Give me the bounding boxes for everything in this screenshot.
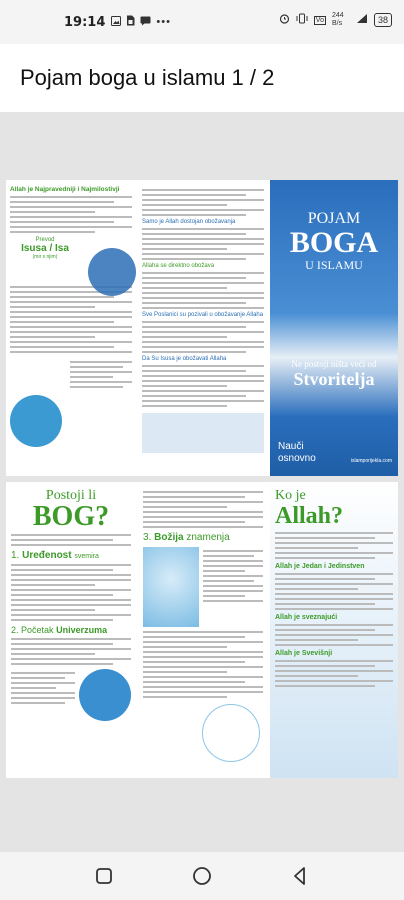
cover-brand-1: Nauči — [278, 441, 304, 452]
document-title: Pojam boga u islamu 1 / 2 — [20, 65, 275, 90]
section1-title: Uređenost — [22, 550, 72, 561]
section2-num: 2. — [11, 625, 19, 635]
cover-tagline-2: Stvoritelja — [293, 369, 375, 389]
page1-cover — [270, 180, 398, 476]
right-sub-3: Allah je Svevišnji — [275, 650, 333, 657]
system-nav-bar — [0, 852, 404, 900]
alarm-icon — [279, 13, 290, 27]
vibrate-icon — [296, 13, 308, 27]
page2-middle-column — [138, 482, 268, 778]
isa-heading: Isusa / Isa — [21, 243, 69, 254]
right-sub-1: Allah je Jedan i Jedinstven — [275, 563, 365, 570]
section1-num: 1. — [11, 550, 20, 561]
who-heading-1: Ko je — [275, 488, 306, 503]
recents-icon[interactable] — [92, 864, 116, 888]
mid-heading-4: Da Su Isusa je obožavati Allaha — [142, 356, 227, 362]
quote-circle — [88, 248, 136, 296]
battery-icon — [374, 13, 392, 27]
page1-left-column — [6, 180, 136, 476]
quote-circle-2 — [10, 395, 62, 447]
pdf-page-1[interactable] — [6, 180, 398, 476]
exists-heading-1: Postoji li — [45, 488, 97, 503]
back-icon[interactable] — [288, 864, 312, 888]
mid-heading-3: Sve Poslanici su pozivali u obožavanje Allaha — [142, 312, 264, 318]
page2-right-column — [270, 482, 398, 778]
cover-title-sub: U ISLAMU — [305, 258, 363, 272]
cover-url: islamporijekla.com — [350, 458, 392, 464]
contact-box — [142, 413, 264, 453]
sim-icon — [126, 15, 135, 29]
section3-title-2: znamenja — [186, 532, 230, 543]
page2-circle-middle — [202, 704, 260, 762]
volte-icon: Vo — [315, 16, 324, 24]
page1-left-heading: Allah je Najpravedniji i Najmilostivji — [10, 186, 120, 193]
app-bar — [0, 44, 404, 112]
battery-level: 38 — [377, 15, 388, 25]
cover-brand-2: osnovno — [278, 453, 316, 464]
mid-heading-1: Samo je Allah dostojan obožavanja — [142, 219, 236, 225]
cover-tagline-1: Ne postoji ništa veći od — [291, 359, 377, 369]
section1-title-2: svemira — [74, 553, 99, 560]
section3-title: Božija — [154, 532, 184, 543]
message-icon — [140, 16, 151, 29]
section2-title-2: Univerzuma — [56, 625, 108, 635]
who-heading-2: Allah? — [275, 503, 344, 529]
page2-circle-left — [79, 669, 131, 721]
section2-title: Početak — [21, 625, 54, 635]
right-sub-2: Allah je sveznajući — [275, 614, 338, 621]
page2-image-box — [143, 547, 199, 627]
exists-heading-2: BOG? — [32, 501, 110, 532]
more-dots-icon: ••• — [156, 16, 171, 28]
isa-heading-small: Prevod — [35, 237, 55, 243]
mid-heading-2: Allaha se direktno obožava — [142, 263, 215, 269]
cover-title-big: BOGA — [289, 226, 379, 259]
cover-title-small: POJAM — [307, 210, 361, 227]
isa-sub: (mir s njim) — [32, 254, 58, 260]
signal-icon — [356, 13, 368, 27]
status-bar — [0, 0, 404, 44]
status-notification-icons — [111, 15, 171, 29]
page1-middle-column — [138, 180, 268, 476]
network-speed: 244 B/s — [331, 12, 344, 27]
page2-left-column — [6, 482, 136, 778]
home-icon[interactable] — [190, 864, 214, 888]
pdf-page-2[interactable] — [6, 482, 398, 778]
status-time: 19:14 — [64, 14, 106, 30]
image-icon — [111, 16, 121, 29]
pdf-viewer[interactable] — [0, 112, 404, 852]
section3-num: 3. — [143, 532, 152, 543]
